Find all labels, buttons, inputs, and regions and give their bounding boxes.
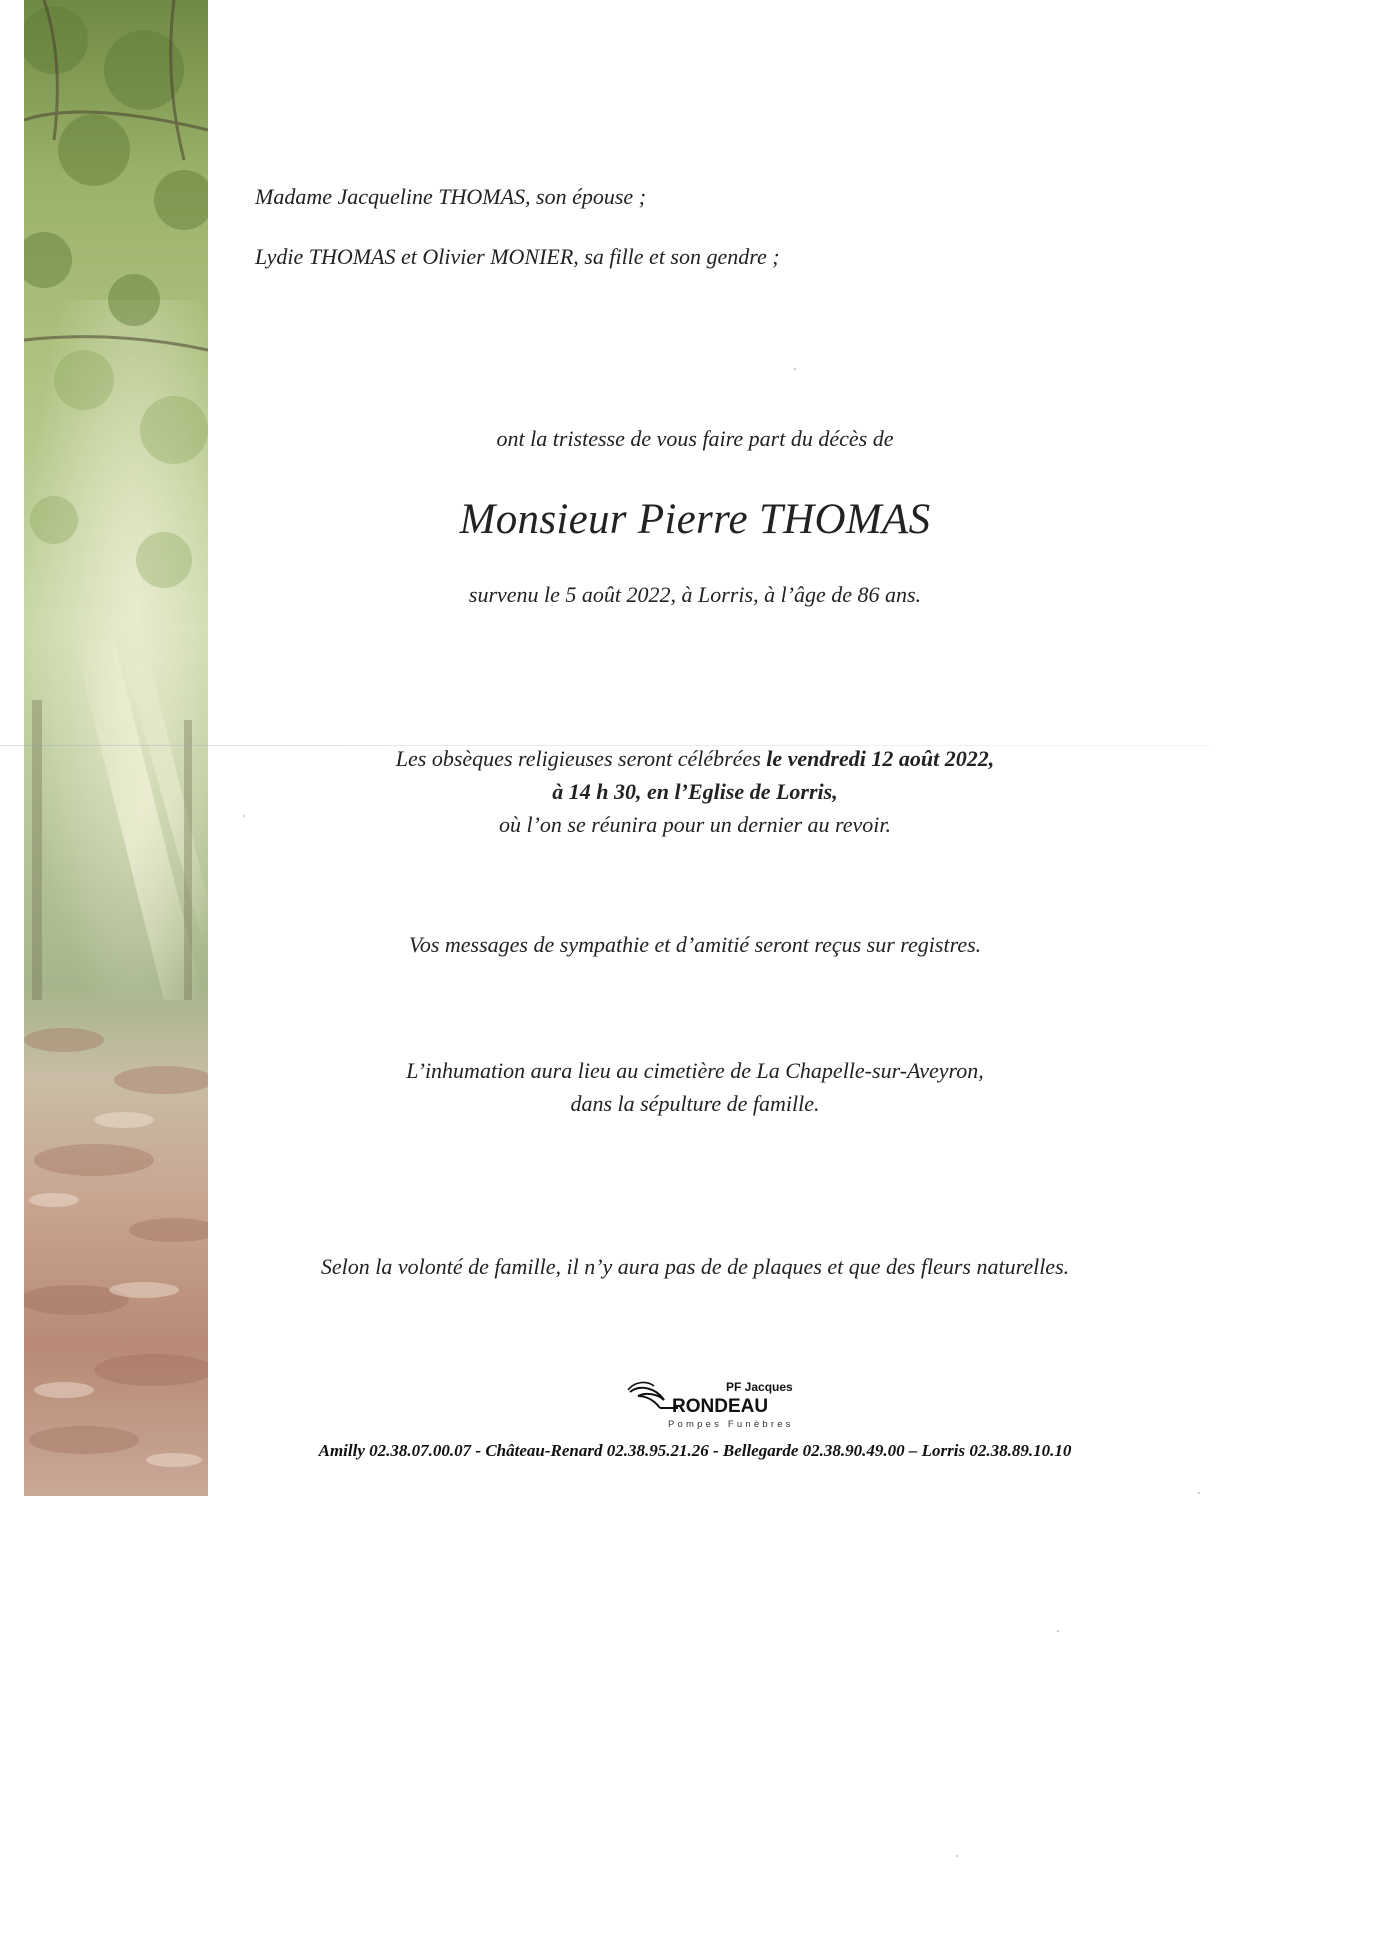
funeral-intro: Les obsèques religieuses seront célébrées	[395, 746, 767, 771]
burial-line-2: dans la sépulture de famille.	[570, 1091, 820, 1116]
logo-small-text: PF Jacques	[726, 1380, 793, 1394]
burial-line-1: L’inhumation aura lieu au cimetière de La Chapelle-sur-Aveyron,	[406, 1058, 984, 1083]
funeral-home-logo	[620, 1378, 794, 1440]
contact-phone-numbers: Amilly 02.38.07.00.07 - Château-Renard 02.38.95.21.26 - Bellegarde 02.38.90.49.00 – Lorris 02.38.89.10.10	[318, 1441, 1072, 1460]
funeral-line-1	[0, 748, 1377, 770]
scan-speck	[1198, 1492, 1200, 1494]
family-line-spouse: Madame Jacqueline THOMAS, son épouse ;	[255, 184, 647, 209]
family-line-children: Lydie THOMAS et Olivier MONIER, sa fille et son gendre ;	[255, 244, 780, 269]
funeral-date: le vendredi 12 août 2022,	[766, 746, 995, 771]
scan-speck	[1057, 1630, 1059, 1632]
messages-note: Vos messages de sympathie et d’amitié seront reçus sur registres.	[408, 932, 982, 957]
family-wishes: Selon la volonté de famille, il n’y aura pas de de plaques et que des fleurs naturelles.	[320, 1254, 1070, 1279]
scan-speck	[794, 368, 796, 370]
announcement-details: survenu le 5 août 2022, à Lorris, à l’âge de 86 ans.	[468, 582, 922, 607]
funeral-gathering: où l’on se réunira pour un dernier au revoir.	[498, 812, 892, 837]
announcement-intro: ont la tristesse de vous faire part du décès de	[496, 426, 894, 451]
scan-speck	[956, 1855, 958, 1857]
funeral-time-place: à 14 h 30, en l’Eglise de Lorris,	[552, 779, 838, 804]
logo-subtitle: Pompes Funèbres	[668, 1419, 794, 1430]
logo-name: RONDEAU	[672, 1396, 769, 1417]
bird-icon	[620, 1378, 680, 1418]
deceased-name: Monsieur Pierre THOMAS	[459, 496, 931, 543]
